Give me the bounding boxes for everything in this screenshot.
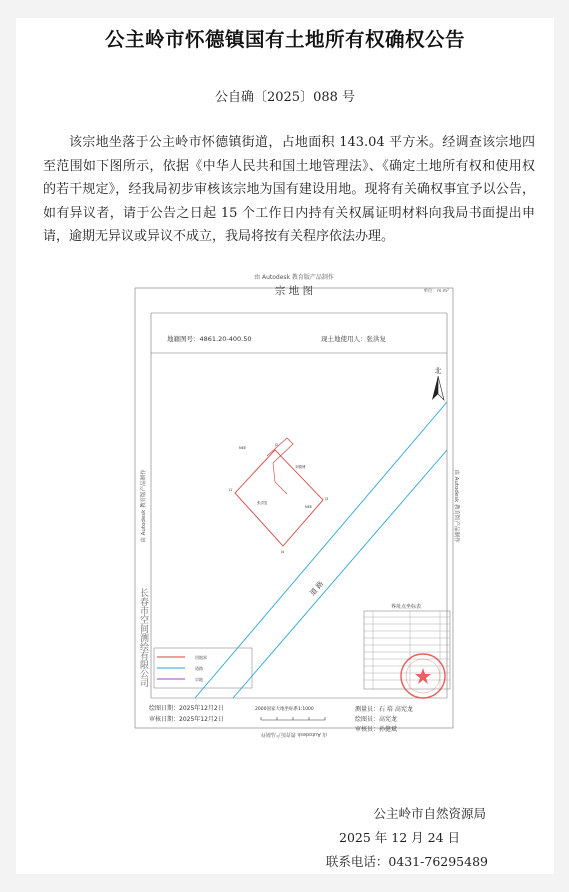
map-top-watermark: 由 Autodesk 教育版产品制作 xyxy=(254,274,334,281)
north-label: 北 xyxy=(434,367,442,375)
land-holder: 现土地使用人：张洪复 xyxy=(321,335,386,343)
checker: 审核员：孙健斌 xyxy=(355,726,398,733)
parcel-boundary xyxy=(235,450,323,546)
svg-text:刘德傅: 刘德傅 xyxy=(295,465,306,469)
issue-date: 2025 年 12 月 24 日 xyxy=(339,830,460,845)
issuing-authority: 公主岭市自然资源局 xyxy=(373,806,486,821)
notice-body: 该宗地坐落于公主岭市怀德镇街道，占地面积 143.04 平方米。经调查该宗地四至范围如下图所示，依据《中华人民共和国土地管理法》、《确定土地所有权和使用权的若干规定》，经我局初步审核该宗地为国有建设用地。现将有关确权事宜予以公告，如有异议者，请于公告之日起 15 个工作日内持有关权属证明材料向我局书面提出申请，逾期无异议或异议不成立，我局将按有关程序依法办理。 xyxy=(43,135,535,244)
map-heading: 宗 地 图 xyxy=(274,285,314,297)
svg-text:J1: J1 xyxy=(229,488,233,492)
coordinate-table-title: 界址点坐标表 xyxy=(390,604,422,610)
svg-text:J2: J2 xyxy=(275,443,279,447)
svg-text:J3: J3 xyxy=(325,497,329,501)
surveyor: 测量员：石 培 高宪龙 xyxy=(355,706,413,713)
parcel-number: 地籍图号：4861.20-400.50 xyxy=(167,335,252,343)
road-label: 道 路 xyxy=(308,579,326,598)
document-number: 公自确〔2025〕088 号 xyxy=(214,90,356,105)
svg-text:NEE: NEE xyxy=(305,505,313,509)
map-legend xyxy=(154,648,252,688)
draw-date: 绘图日期：2025年12月2日 xyxy=(149,705,224,712)
road-boundary-line xyxy=(195,402,447,698)
map-unit-note: 单位：m.m² xyxy=(423,289,449,294)
legend-item: 道路 xyxy=(195,666,203,671)
parcel-map xyxy=(135,268,459,738)
svg-text:J4: J4 xyxy=(281,550,285,554)
north-arrow-icon xyxy=(432,376,438,400)
svg-text:张洪复: 张洪复 xyxy=(257,501,268,505)
contact-phone: 联系电话：0431-76295489 xyxy=(325,854,488,869)
drafter: 绘图员：高宪龙 xyxy=(355,716,398,723)
survey-company: 长春市空间测绘有限公司 xyxy=(138,588,148,687)
left-watermark: 由 Autodesk 教育版产品制作 xyxy=(141,469,147,543)
star-icon xyxy=(415,668,431,684)
svg-text:NEE: NEE xyxy=(239,446,247,450)
notice-page xyxy=(16,18,554,874)
road-boundary-line xyxy=(233,450,447,698)
legend-item: 用地界 xyxy=(195,655,207,660)
scale-note: 2000国家大地坐标系1:1000 xyxy=(255,707,314,712)
legend-item: 宗地 xyxy=(195,677,203,682)
check-date: 审核日期：2025年12月2日 xyxy=(149,716,224,723)
notice-title: 公主岭市怀德镇国有土地所有权确权公告 xyxy=(104,28,465,51)
bottom-watermark: 由 Autodesk 教育版产品制作 xyxy=(260,731,328,737)
boundary-coordinate-table xyxy=(364,603,450,689)
right-watermark: 由 Autodesk 教育版产品制作 xyxy=(453,469,459,543)
